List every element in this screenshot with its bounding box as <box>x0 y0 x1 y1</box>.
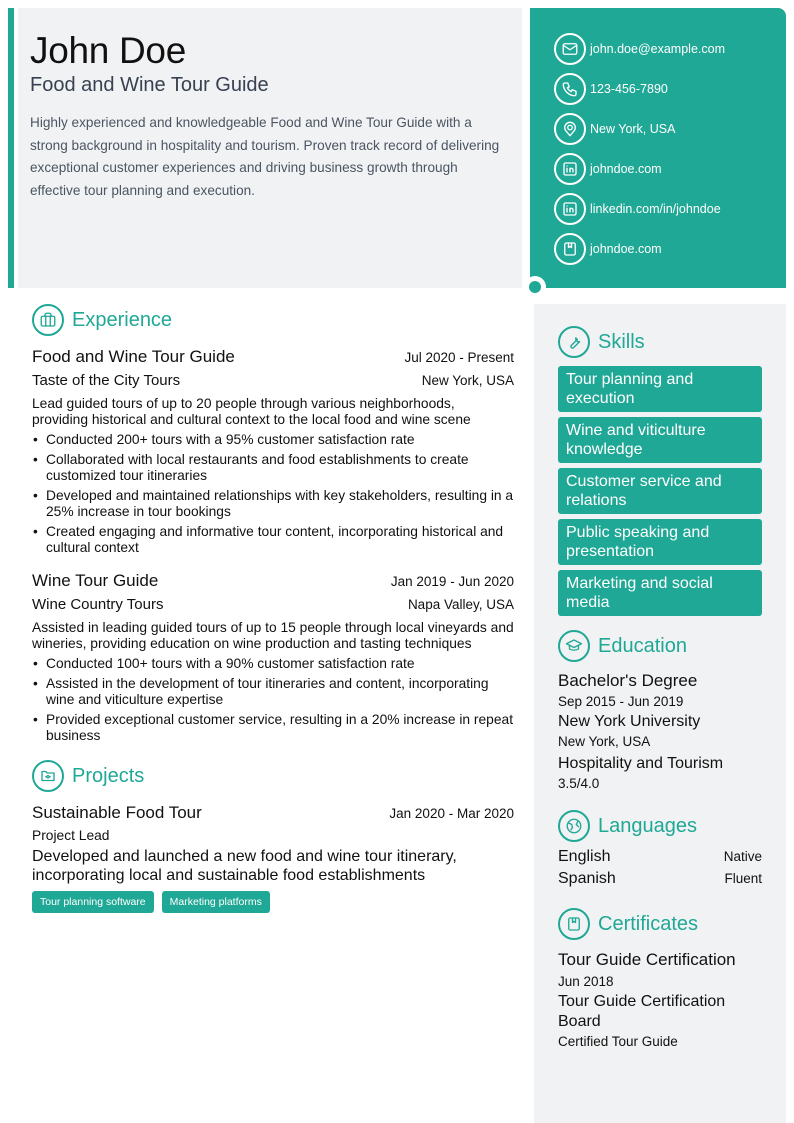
job-location: New York, USA <box>421 373 514 388</box>
language-level: Fluent <box>724 871 762 886</box>
language-name: English <box>558 848 611 865</box>
project-tag: Tour planning software <box>32 891 154 913</box>
job-role: Food and Wine Tour Guide <box>32 347 235 366</box>
cert-issuer: Tour Guide Certification Board <box>558 993 726 1030</box>
contact-email-text: john.doe@example.com <box>590 42 725 56</box>
job-summary: Lead guided tours of up to 20 people through various neighborhoods, providing historical and cultural context to the local food and wine scene <box>32 396 471 427</box>
job-bullets <box>32 432 514 556</box>
job-location: Napa Valley, USA <box>407 597 514 612</box>
job-summary: Assisted in leading guided tours of up to 15 people through local vineyards and wineries, providing education on wine production and tasting techniques <box>32 620 514 651</box>
briefcase-icon <box>32 304 64 336</box>
list-item: • Conducted 200+ tours with a 95% customer satisfaction rate <box>32 432 514 448</box>
job-role: Wine Tour Guide <box>32 571 159 590</box>
skill-tag: Marketing and social media <box>558 570 762 616</box>
project-dates: Jan 2020 - Mar 2020 <box>389 806 514 821</box>
language-name: Spanish <box>558 870 616 887</box>
project-role: Project Lead <box>32 828 110 843</box>
cert-name: Tour Guide Certification <box>558 950 736 969</box>
globe-icon <box>558 810 590 842</box>
job-dates: Jul 2020 - Present <box>404 350 514 365</box>
projects-heading <box>32 760 514 792</box>
section-title: Languages <box>598 814 697 837</box>
contact-panel <box>530 8 786 288</box>
cert-date: Jun 2018 <box>558 974 614 989</box>
header <box>18 8 522 288</box>
languages-heading <box>558 810 762 842</box>
edu-gpa: 3.5/4.0 <box>558 776 600 791</box>
certificates-heading <box>558 908 762 940</box>
profile-summary: Highly experienced and knowledgeable Food and Wine Tour Guide with a strong background in hospitality and tourism. Proven track record of delivering exceptional customer experiences and driving business growth through effective tour planning and execution. <box>30 115 500 199</box>
contact-phone[interactable] <box>554 72 786 106</box>
project-description: Developed and launched a new food and wine tour itinerary, incorporating local and sustainable food establishments <box>32 848 457 884</box>
language-row <box>558 870 762 888</box>
certificate-icon <box>558 908 590 940</box>
linkedin-icon <box>554 193 586 225</box>
section-title: Skills <box>598 330 645 353</box>
edu-degree: Bachelor's Degree <box>558 671 698 690</box>
contact-website[interactable] <box>554 152 786 186</box>
contact-website-text: johndoe.com <box>590 162 662 176</box>
email-icon <box>554 33 586 65</box>
skills-list <box>558 366 762 616</box>
education-item <box>558 670 762 794</box>
phone-icon <box>554 73 586 105</box>
list-item: • Provided exceptional customer service, resulting in a 20% increase in repeat business <box>32 712 514 744</box>
edu-location: New York, USA <box>558 734 651 749</box>
cert-type: Certified Tour Guide <box>558 1034 678 1049</box>
graduation-cap-icon <box>558 630 590 662</box>
contact-email[interactable] <box>554 32 786 66</box>
project-tag: Marketing platforms <box>162 891 270 913</box>
edu-dates: Sep 2015 - Jun 2019 <box>558 694 684 709</box>
certificate-item <box>558 950 762 1052</box>
skill-tag: Wine and viticulture knowledge <box>558 417 762 463</box>
contact-portfolio[interactable] <box>554 232 786 266</box>
contact-linkedin-text: linkedin.com/in/johndoe <box>590 202 721 216</box>
folder-icon <box>32 760 64 792</box>
contact-portfolio-text: johndoe.com <box>590 242 662 256</box>
decorative-dot <box>529 281 541 293</box>
main-column <box>32 304 514 913</box>
languages-list <box>558 848 762 888</box>
list-item: • Collaborated with local restaurants and food establishments to create customized tour itineraries <box>32 452 514 484</box>
list-item: • Created engaging and informative tour content, incorporating historical and cultural context <box>32 524 514 556</box>
sidebar-column <box>534 304 786 1123</box>
job-dates: Jan 2019 - Jun 2020 <box>390 574 514 589</box>
list-item: • Developed and maintained relationships with key stakeholders, resulting in a 25% increase in tour bookings <box>32 488 514 520</box>
skill-tag: Tour planning and execution <box>558 366 762 412</box>
section-title: Projects <box>72 764 145 787</box>
person-name: John Doe <box>30 30 186 71</box>
experience-item <box>32 346 514 556</box>
wrench-icon <box>558 326 590 358</box>
skills-heading <box>558 326 762 358</box>
bookmark-icon <box>554 233 586 265</box>
job-company: Taste of the City Tours <box>32 372 181 389</box>
contact-location <box>554 112 786 146</box>
list-item: • Assisted in the development of tour itineraries and content, incorporating wine and viticulture expertise <box>32 676 514 708</box>
edu-field: Hospitality and Tourism <box>558 755 724 772</box>
contact-linkedin[interactable] <box>554 192 786 226</box>
experience-heading <box>32 304 514 336</box>
language-level: Native <box>723 849 762 864</box>
job-bullets <box>32 656 514 744</box>
section-title: Education <box>598 634 687 657</box>
section-title: Certificates <box>598 912 699 935</box>
skill-tag: Public speaking and presentation <box>558 519 762 565</box>
experience-item <box>32 570 514 744</box>
accent-bar <box>8 8 14 288</box>
contact-phone-text: 123-456-7890 <box>590 82 668 96</box>
education-heading <box>558 630 762 662</box>
edu-school: New York University <box>558 713 701 730</box>
project-tags <box>32 891 514 913</box>
linkedin-icon <box>554 153 586 185</box>
section-title: Experience <box>72 308 173 331</box>
language-row <box>558 848 762 866</box>
project-name: Sustainable Food Tour <box>32 803 202 822</box>
contact-location-text: New York, USA <box>590 122 676 136</box>
person-title: Food and Wine Tour Guide <box>30 74 269 96</box>
location-icon <box>554 113 586 145</box>
project-item <box>32 802 514 913</box>
job-company: Wine Country Tours <box>32 596 164 613</box>
skill-tag: Customer service and relations <box>558 468 762 514</box>
list-item: • Conducted 100+ tours with a 90% customer satisfaction rate <box>32 656 514 672</box>
